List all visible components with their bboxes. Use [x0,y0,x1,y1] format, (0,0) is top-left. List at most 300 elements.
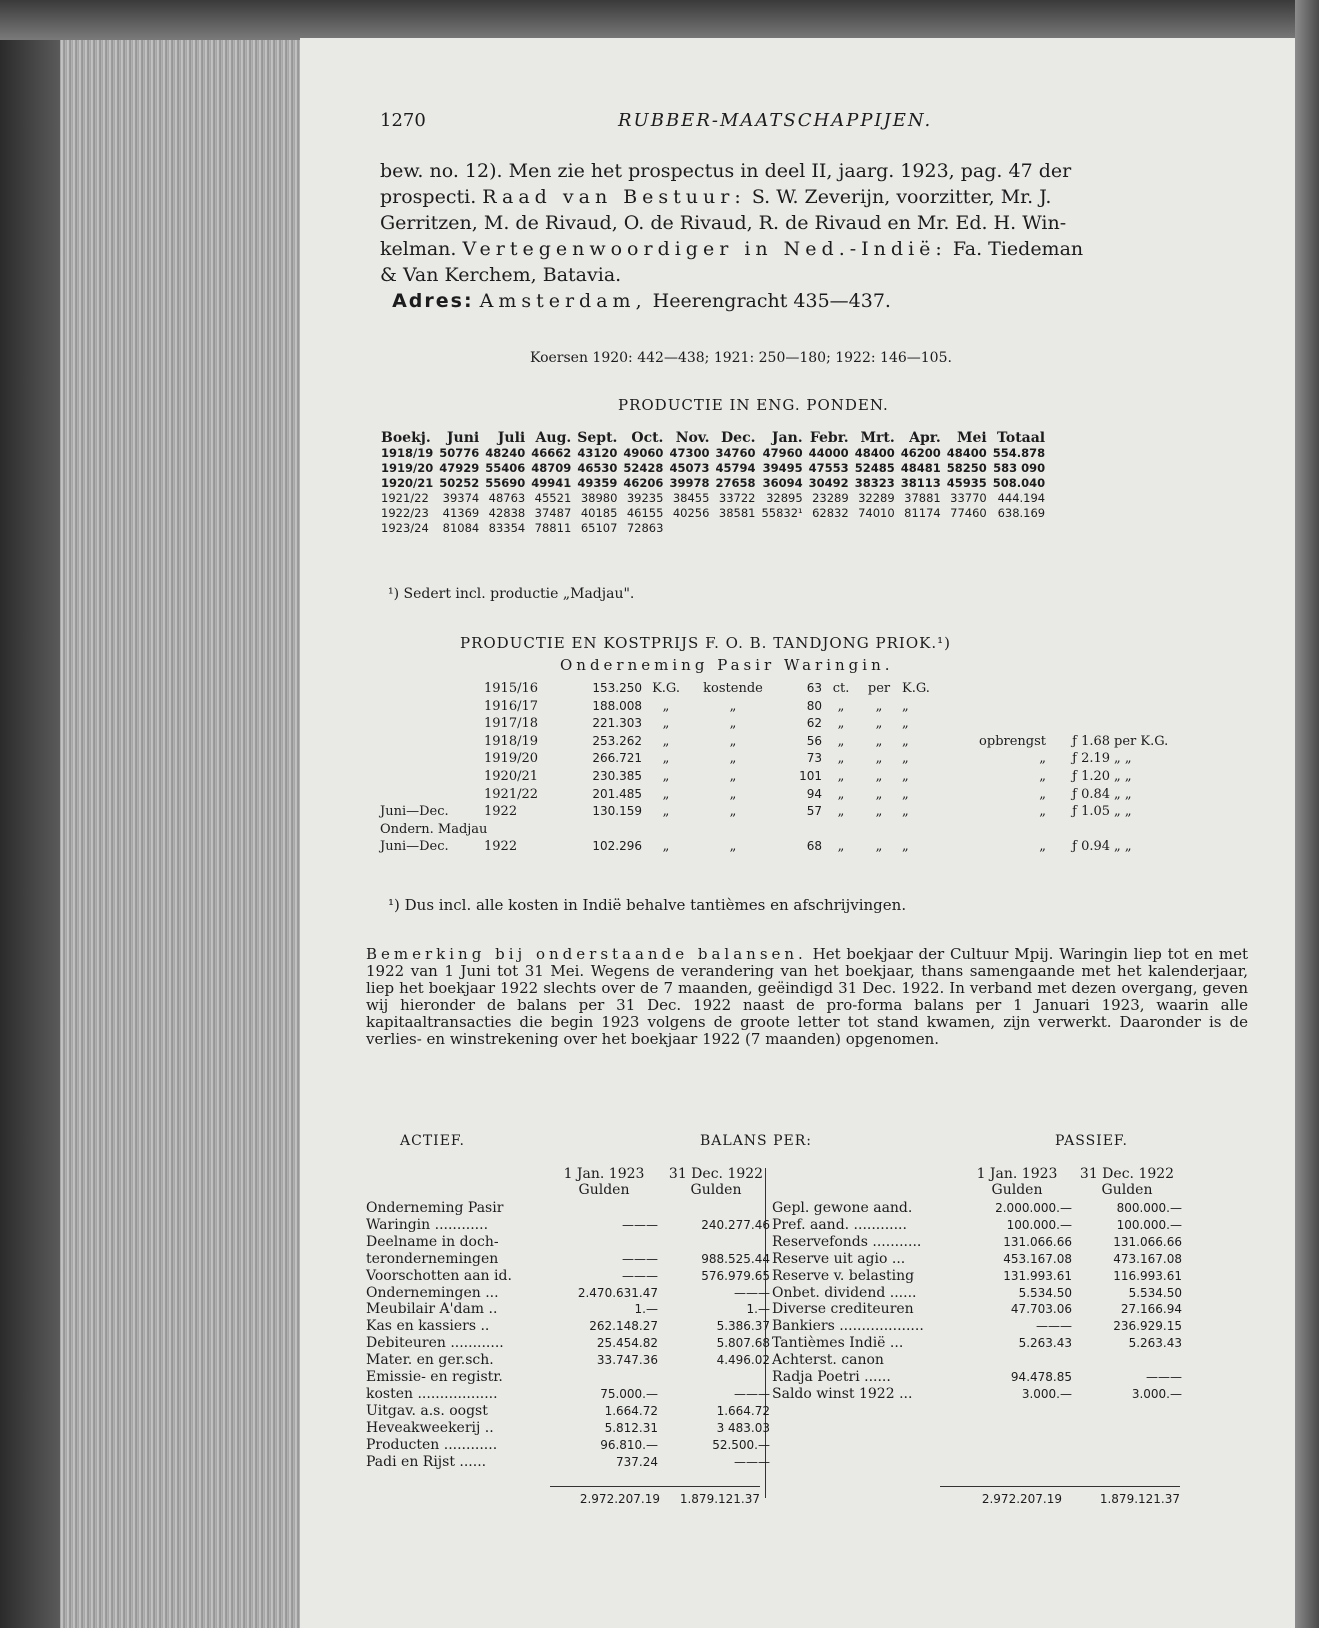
actief-label: Uitgav. a.s. oogst [366,1402,488,1419]
kostprijs-cell: 1920/21 [484,768,539,784]
production-cell [758,521,805,536]
passief-total-a: 2.972.207.19 [981,1492,1062,1506]
passief-row [772,1352,1182,1369]
kostprijs-cell: „ [837,786,845,802]
adres-line: Adres: Amsterdam, Heerengracht 435—437. [392,290,891,312]
production-cell: 583 090 [993,461,1046,475]
production-cell: 48709 [531,461,572,475]
passief-col2-head: 31 Dec. 1922 Gulden [1079,1166,1175,1198]
koersen-line: Koersen 1920: 442—438; 1921: 250—180; 1922: 146—105. [530,350,952,366]
kostprijs-cell: ƒ 1.05 [1072,804,1111,820]
passief-row [772,1200,1182,1217]
kostprijs-row [378,768,1196,786]
passief-value [1072,1352,1182,1369]
right-edge [1295,0,1319,1628]
production-cell: 55406 [485,461,526,475]
kostprijs-cell: „ [837,716,845,732]
intro-paragraph [380,158,1280,314]
passief-label: Onbet. dividend ...... [772,1284,917,1301]
actief-row [366,1217,770,1234]
kostprijs-cell: „ [837,698,845,714]
actief-col2-head: 31 Dec. 1922 Gulden [668,1166,764,1198]
production-cell: 44000 [808,446,849,460]
kostprijs-cell: „ [837,839,845,855]
kostprijs-cell [1112,715,1196,733]
kostprijs-cell: „ [729,716,737,732]
kostprijs-cell: „ [902,698,909,714]
passief-value: 3.000.— [1131,1386,1182,1401]
kostprijs-cell [1112,698,1196,716]
actief-value: 96.810.— [600,1437,658,1452]
actief-label: Waringin ............ [366,1216,489,1233]
kostprijs-cell: „ [729,839,737,855]
production-cell: 50252 [439,476,480,490]
production-cell: 38455 [672,491,710,505]
kostprijs-cell [378,698,482,716]
production-cell [806,521,852,536]
production-cell: 74010 [858,506,895,520]
actief-row [366,1420,770,1437]
kostprijs-cell: 101 [799,768,823,783]
kostprijs-cell: „ [837,733,845,749]
production-cell: 32289 [858,491,895,505]
kostprijs-cell: „ [902,804,909,820]
kostprijs-subtitle: Onderneming Pasir Waringin. [560,656,894,674]
production-cell: 1919/20 [381,461,434,475]
passief-value: 5.263.43 [1018,1336,1072,1351]
production-cell: 49359 [577,476,618,490]
kostprijs-cell: „ „ [1114,786,1132,802]
actief-value [546,1200,658,1217]
bemerking-text: Het boekjaar der Cultuur Mpij. Waringin liep tot en met 1922 van 1 Juni tot 31 Mei. Wegens de verandering van het boekjaar, thans samengaande met het kalenderjaar, liep het boekjaar 1922 slechts over de 7 maanden, geëindigd 31 Dec. 1922. In verband met dezen overgang, geven wij hieronder de balans per 31 Dec. 1922 naast de pro-forma balans per 1 Januari 1923, waarin alle kapitaaltransacties die begin 1923 volgens de groote letter tot stand kwamen, zijn verwerkt. Daaronder is de verlies- en winstrekening over het boekjaar 1922 (7 maanden) opgenomen. [366,945,1249,1048]
production-header-cell: Jan. [771,430,803,446]
actief-row [366,1352,770,1369]
passief-label: Diverse crediteuren [772,1301,914,1318]
passief-value: 800.000.— [1116,1201,1182,1215]
actief-row [366,1200,770,1217]
kostprijs-cell: „ [662,804,670,820]
production-cell: 23289 [812,491,849,505]
production-cell: 52485 [854,461,895,475]
production-cell: 38113 [900,476,941,490]
passief-row [772,1318,1182,1335]
actief-row [366,1301,770,1318]
production-cell: 48763 [488,491,526,505]
passief-value: 236.929.15 [1113,1319,1182,1334]
production-cell: 48400 [854,446,895,460]
actief-value: 75.000.— [600,1386,658,1401]
passief-value: 100.000.— [1006,1217,1072,1232]
actief-value: ——— [734,1285,770,1300]
actief-label: Onderneming Pasir [366,1200,504,1216]
passief-value: 47.703.06 [1010,1302,1072,1317]
passief-total-rule [940,1486,1180,1487]
kostprijs-cell: opbrengst [979,733,1047,749]
production-header-cell: Nov. [675,430,710,446]
kostprijs-cell: K.G. [652,681,680,696]
kostprijs-cell [378,715,482,733]
book-spine-shadow [0,0,60,1628]
kostprijs-cell: „ [729,733,737,749]
production-cell: 36094 [762,476,803,490]
actief-value: ——— [622,1268,658,1283]
page-number: 1270 [380,110,426,131]
actief-value: 1.— [746,1302,770,1317]
kostprijs-cell: „ [875,751,883,767]
balans-title: BALANS PER: [700,1133,812,1149]
production-cell: 1920/21 [381,476,434,490]
passief-value: 453.167.08 [1003,1251,1072,1266]
passief-value: 100.000.— [1116,1217,1182,1232]
actief-value: 576.979.65 [701,1268,770,1283]
production-cell: 41369 [442,506,480,520]
actief-row [366,1386,770,1403]
kostprijs-cell: „ [1039,804,1047,820]
production-header-cell: Juni [446,430,480,446]
actief-label: ACTIEF. [400,1133,465,1149]
actief-row [366,1268,770,1285]
passief-value: 5.263.43 [1128,1336,1182,1351]
actief-total-a: 2.972.207.19 [579,1492,660,1506]
kostprijs-cell: „ [662,751,670,767]
actief-label: Ondernemingen ... [366,1284,499,1301]
passief-value: 94.478.85 [1010,1370,1072,1385]
actief-label: Heveakweekerij .. [366,1419,494,1436]
production-row [378,446,1048,461]
production-header-cell: Febr. [809,430,849,446]
production-row [378,476,1048,491]
kostprijs-cell: per [867,681,891,696]
passief-row [772,1369,1182,1386]
kostprijs-cell: „ „ [1114,751,1132,767]
passief-value: 5.534.50 [1018,1285,1072,1300]
kostprijs-cell: „ [837,751,845,767]
passief-value: 473.167.08 [1113,1251,1182,1266]
production-header-cell: Sept. [577,430,618,446]
production-cell: 34760 [715,446,756,460]
passief-value: ——— [1036,1319,1072,1334]
kostprijs-cell: „ [875,804,883,820]
production-cell [898,521,944,536]
production-cell: 37487 [534,506,572,520]
kostprijs-cell [1048,715,1112,733]
production-footnote: ¹) Sedert incl. productie „Madjau". [388,586,635,602]
kostprijs-cell: 1921/22 [484,786,539,802]
kostprijs-row [378,821,1196,839]
passief-value: 131.993.61 [1003,1268,1072,1283]
kostprijs-table [378,680,1196,856]
kostprijs-cell [954,680,1048,698]
production-cell: 30492 [808,476,849,490]
production-cell: 508.040 [992,476,1046,490]
passief-value: ——— [1146,1370,1182,1385]
production-cell: 45521 [534,491,572,505]
production-title: PRODUCTIE IN ENG. PONDEN. [618,396,889,414]
passief-row [772,1268,1182,1285]
kostprijs-cell: „ [729,751,737,767]
kostprijs-row [378,680,1196,698]
production-cell [852,521,898,536]
kostprijs-cell: 253.262 [592,733,643,748]
kostprijs-cell: „ [662,786,670,802]
actief-label: kosten .................. [366,1385,498,1402]
production-cell: 38323 [854,476,895,490]
production-cell: 1921/22 [381,491,429,505]
actief-label: Producten ............ [366,1436,498,1453]
bemerking-paragraph [366,946,1248,1048]
kostprijs-cell: „ [902,839,909,855]
kostprijs-cell: „ [662,839,670,855]
passief-col1-head: 1 Jan. 1923 Gulden [976,1166,1058,1198]
production-cell: 55690 [485,476,526,490]
production-cell: 50776 [439,446,480,460]
kostprijs-cell [378,768,482,786]
passief-value: 131.066.66 [1113,1234,1182,1249]
kostprijs-cell: ƒ 0.84 [1072,786,1111,802]
kostprijs-cell [954,698,1048,716]
kostprijs-cell: „ [662,733,670,749]
actief-value [658,1234,770,1251]
kostprijs-cell: 62 [806,716,823,731]
kostprijs-cell: 130.159 [592,804,643,819]
kostprijs-cell: „ [662,768,670,784]
kostprijs-cell: „ [902,768,909,784]
actief-value [658,1369,770,1386]
production-cell: 47553 [808,461,849,475]
passief-label: Tantièmes Indië ... [772,1335,904,1352]
actief-value: 1.— [634,1302,658,1317]
production-cell: 39495 [762,461,803,475]
kostprijs-cell: 63 [806,681,823,695]
kostprijs-cell: 266.721 [592,751,643,766]
production-cell: 38581 [718,506,756,520]
actief-row [366,1335,770,1352]
kostprijs-cell: 1919/20 [484,751,539,767]
production-row [378,521,1048,536]
kostprijs-cell [1048,680,1112,698]
kostprijs-cell: „ [1039,751,1047,767]
actief-row [366,1318,770,1335]
kostprijs-row [378,750,1196,768]
actief-value: ——— [622,1217,658,1232]
kostprijs-cell: „ [875,839,883,855]
production-cell: 39235 [626,491,664,505]
kostprijs-cell: 73 [806,751,823,766]
kostprijs-cell: „ [875,786,883,802]
actief-col1-head: 1 Jan. 1923 Gulden [563,1166,645,1198]
production-cell: 77460 [950,506,987,520]
production-cell: 47300 [669,446,710,460]
production-cell: 65107 [580,521,618,535]
kostprijs-cell: 68 [806,839,823,854]
actief-value: 5.812.31 [604,1420,658,1435]
kostprijs-cell: 1915/16 [484,681,539,696]
production-cell: 1918/19 [381,446,434,460]
passief-value [962,1352,1072,1369]
kostprijs-cell: „ „ [1114,768,1132,784]
production-cell: 45794 [715,461,756,475]
production-cell: 48240 [485,446,526,460]
actief-total-rule [550,1486,760,1487]
production-header-cell: Aug. [535,430,572,446]
kostprijs-row [378,803,1196,821]
actief-value: 1.664.72 [604,1403,658,1418]
kostprijs-cell: „ [1039,786,1047,802]
kostprijs-cell: 221.303 [592,716,643,731]
passief-table [772,1200,1182,1403]
actief-value: 52.500.— [712,1437,770,1452]
production-cell: 52428 [623,461,664,475]
production-cell: 49060 [623,446,664,460]
kostprijs-cell: 1922 [484,839,518,855]
intro-line: bew. no. 12). Men zie het prospectus in deel II, jaarg. 1923, pag. 47 der [380,160,1072,182]
production-cell: 43120 [577,446,618,460]
production-cell [990,521,1048,536]
kostprijs-cell: „ [902,733,909,749]
actief-value: ——— [734,1386,770,1401]
production-cell: 40185 [580,506,618,520]
kostprijs-cell: ƒ 0.94 [1072,839,1111,855]
actief-value: ——— [734,1454,770,1469]
intro-line: & Van Kerchem, Batavia. [380,264,622,286]
kostprijs-cell [378,680,482,698]
actief-value: 5.386.37 [716,1319,770,1334]
kostprijs-cell [954,715,1048,733]
production-cell: 46200 [900,446,941,460]
kostprijs-row [378,733,1196,751]
production-cell: 39374 [442,491,480,505]
actief-label: Meubilair A'dam .. [366,1301,498,1318]
production-cell: 444.194 [997,491,1046,505]
production-cell: 38980 [580,491,618,505]
kostprijs-cell: „ [662,716,670,732]
actief-value [658,1200,770,1217]
production-cell: 48400 [946,446,987,460]
production-header-cell: Dec. [721,430,756,446]
production-cell: 33770 [950,491,987,505]
production-cell: 55832¹ [761,506,803,520]
passief-row [772,1251,1182,1268]
kostprijs-cell: kostende [703,681,763,696]
intro-line: Gerritzen, M. de Rivaud, O. de Rivaud, R. de Rivaud en Mr. Ed. H. Win- [380,212,1067,234]
production-table [378,430,1048,536]
kostprijs-cell: „ [837,804,845,820]
actief-value [546,1234,658,1251]
production-cell: 46662 [531,446,572,460]
kostprijs-cell: 102.296 [592,839,643,854]
kostprijs-cell: 201.485 [592,786,643,801]
kostprijs-cell: ƒ 1.20 [1072,768,1111,784]
actief-label: Padi en Rijst ...... [366,1453,487,1470]
production-cell: 40256 [672,506,710,520]
kostprijs-cell [1048,698,1112,716]
actief-row [366,1234,770,1251]
actief-value: 25.454.82 [596,1336,658,1351]
kostprijs-cell: „ [662,698,670,714]
kostprijs-cell: „ [837,768,845,784]
kostprijs-cell: „ [1039,768,1047,784]
passief-row [772,1386,1182,1403]
production-cell: 37881 [904,491,941,505]
kostprijs-cell: 153.250 [592,681,643,695]
production-cell: 39978 [669,476,710,490]
actief-value: 33.747.36 [596,1353,658,1368]
kostprijs-footnote: ¹) Dus incl. alle kosten in Indië behalve tantièmes en afschrijvingen. [388,896,907,914]
passief-label: Pref. aand. ............ [772,1216,907,1233]
production-header-cell: Mei [957,430,987,446]
kostprijs-cell: „ [1039,839,1047,855]
production-cell: 47929 [439,461,480,475]
passief-label: Reserve uit agio ... [772,1250,906,1267]
intro-line: prospecti. Raad van Bestuur: S. W. Zeverijn, voorzitter, Mr. J. [380,186,1052,208]
kostprijs-cell: 1918/19 [484,733,539,749]
production-cell: 32895 [766,491,803,505]
intro-line: kelman. Vertegenwoordiger in Ned.-Indië: Fa. Tiedeman [380,238,1084,260]
production-cell: 33722 [718,491,756,505]
production-cell: 46530 [577,461,618,475]
actief-row [366,1285,770,1302]
kostprijs-cell: 57 [806,804,823,819]
actief-value: 737.24 [616,1454,658,1469]
passief-label: PASSIEF. [1055,1133,1128,1149]
production-row [378,461,1048,476]
passief-row [772,1335,1182,1352]
production-cell: 81084 [442,521,480,535]
passief-row [772,1217,1182,1234]
kostprijs-cell: ƒ 1.68 [1072,733,1111,749]
kostprijs-cell: „ [902,786,909,802]
passief-row [772,1234,1182,1251]
kostprijs-cell: „ [902,716,909,732]
passief-value: 27.166.94 [1120,1302,1182,1317]
kostprijs-cell: „ [729,768,737,784]
actief-row [366,1437,770,1454]
passief-label: Bankiers ................... [772,1318,924,1335]
actief-value: 2.470.631.47 [577,1285,658,1300]
running-title: RUBBER-MAATSCHAPPIJEN. [618,110,933,131]
kostprijs-title: PRODUCTIE EN KOSTPRIJS F. O. B. TANDJONG PRIOK.¹) [460,634,951,652]
kostprijs-cell [378,750,482,768]
actief-label: Mater. en ger.sch. [366,1352,494,1369]
production-header-cell: Mrt. [860,430,895,446]
production-cell: 81174 [904,506,941,520]
kostprijs-cell: 230.385 [592,768,643,783]
actief-label: Emissie- en registr. [366,1369,503,1386]
kostprijs-cell: 1922 [484,804,518,820]
kostprijs-cell: per K.G. [1114,733,1169,749]
passief-value: 3.000.— [1021,1386,1072,1401]
kostprijs-cell: 1916/17 [484,698,539,714]
passief-value: 2.000.000.— [995,1201,1072,1215]
actief-value [546,1369,658,1386]
kostprijs-cell [1112,680,1196,698]
kostprijs-cell: 56 [806,733,823,748]
actief-total-b: 1.879.121.37 [679,1492,760,1506]
production-header-cell: Boekj. [381,430,431,446]
bemerking-lead: Bemerking bij onderstaande balansen. [366,945,807,963]
production-cell: 78811 [534,521,572,535]
kostprijs-cell: Ondern. Madjau [380,821,488,837]
actief-value: 240.277.46 [701,1217,770,1232]
kostprijs-cell: „ [875,698,883,714]
actief-value: 4.496.02 [716,1353,770,1368]
production-cell: 58250 [946,461,987,475]
production-cell [666,521,712,536]
kostprijs-cell: Juni—Dec. [380,804,449,820]
kostprijs-cell: „ [902,751,909,767]
raad-label: Raad van Bestuur: [482,186,746,208]
production-header-cell: Oct. [631,430,664,446]
